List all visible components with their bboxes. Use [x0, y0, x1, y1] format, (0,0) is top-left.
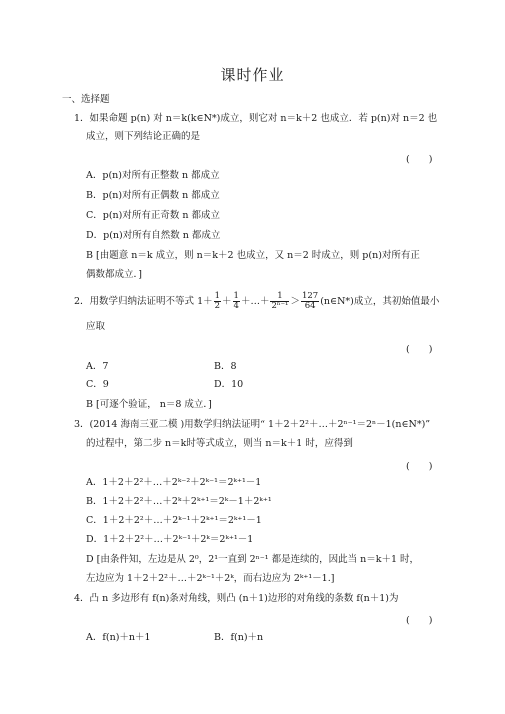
q3-answer-paren: ( ) — [406, 461, 433, 472]
q3-option-c: C．1＋2＋2²＋…＋2ᵏ⁻¹＋2ᵏ⁺¹＝2ᵏ⁺¹－1 — [86, 515, 262, 526]
q1-answer-paren: ( ) — [406, 154, 433, 165]
q1-option-a: A．p(n)对所有正整数 n 都成立 — [86, 170, 220, 181]
q3-option-a: A．1＋2＋2²＋…＋2ᵏ⁻²＋2ᵏ⁻¹＝2ᵏ⁺¹－1 — [86, 477, 262, 488]
fraction-1-2 — [214, 292, 221, 311]
q2-option-a: A．7 — [86, 361, 109, 372]
q2-option-b: B．8 — [214, 361, 237, 372]
q1-option-d: D．p(n)对所有自然数 n 都成立 — [86, 230, 221, 241]
fraction-numerator: 127 — [301, 291, 319, 301]
q2-suffix: (n∈N*)成立，其初始值最小 — [320, 296, 440, 307]
q1-stem-line1: 1．如果命题 p(n) 对 n＝k(k∈N*)成立，则它对 n＝k＋2 也成立．若 p(n)对 n＝2 也 — [74, 113, 438, 124]
q3-option-d: D．1＋2＋2²＋…＋2ᵏ⁻¹＋2ᵏ＝2ᵏ⁺¹－1 — [86, 534, 254, 545]
q3-stem-line1: 3．(2014 海南三亚二模 )用数学归纳法证明“ 1＋2＋2²＋…＋2ⁿ⁻¹＝2ⁿ－1(n∈N*)” — [74, 419, 431, 430]
plus-sign: ＋ — [222, 296, 232, 307]
q1-solution-line2: 偶数都成立．] — [86, 269, 142, 280]
q3-stem-line2: 的过程中，第二步 n＝k时等式成立，则当 n＝k＋1 时，应得到 — [86, 438, 353, 449]
fraction-denominator: 64 — [304, 301, 316, 311]
fraction-127-64 — [301, 292, 319, 311]
q1-option-c: C．p(n)对所有正奇数 n 都成立 — [86, 210, 221, 221]
page-title: 课时作业 — [220, 66, 285, 84]
q4-stem-line1: 4．凸 n 多边形有 f(n)条对角线，则凸 (n＋1)边形的对角线的条数 f(n＋1)为 — [74, 593, 399, 604]
q3-option-b: B．1＋2＋2²＋…＋2ᵏ＋2ᵏ⁺¹＝2ᵏ－1＋2ᵏ⁺¹ — [86, 496, 272, 507]
q2-option-d: D．10 — [214, 379, 244, 390]
q2-stem-line1 — [74, 291, 439, 313]
fraction-denominator: 2 — [214, 301, 221, 311]
q1-option-b: B．p(n)对所有正偶数 n 都成立 — [86, 190, 220, 201]
q4-answer-paren: ( ) — [406, 615, 433, 626]
q4-option-a: A．f(n)＋n＋1 — [86, 632, 151, 643]
q2-option-c: C．9 — [86, 379, 109, 390]
fraction-denominator: 2ⁿ⁻¹ — [271, 301, 289, 311]
q4-option-b: B．f(n)＋n — [214, 632, 264, 643]
greater-than-sign: ＞ — [290, 296, 300, 307]
q1-stem-line2: 成立，则下列结论正确的是 — [86, 131, 201, 142]
fraction-numerator: 1 — [270, 292, 289, 302]
q3-solution-line2: 左边应为 1＋2＋2²＋…＋2ᵏ⁻¹＋2ᵏ，而右边应为 2ᵏ⁺¹－1.] — [86, 573, 335, 584]
section-heading: 一、选择题 — [62, 94, 110, 105]
fraction-1-4 — [233, 292, 240, 311]
q3-solution-line1: D [由条件知，左边是从 2⁰，2¹一直到 2ⁿ⁻¹ 都是连续的，因此当 n＝k＋1 时， — [86, 554, 420, 565]
q2-prefix: 2．用数学归纳法证明不等式 1＋ — [74, 296, 213, 307]
q2-solution: B [可逐个验证， n＝8 成立．] — [86, 399, 212, 410]
fraction-1-2n — [270, 292, 289, 311]
q1-solution-line1: B [由题意 n＝k 成立，则 n＝k＋2 也成立，又 n＝2 时成立，则 p(n)对所有正 — [86, 250, 420, 261]
fraction-numerator: 1 — [214, 291, 221, 301]
q2-stem-line2: 应取 — [86, 321, 106, 332]
ellipsis-sum: ＋…＋ — [240, 296, 270, 307]
fraction-denominator: 4 — [233, 301, 239, 311]
q2-answer-paren: ( ) — [406, 344, 433, 355]
fraction-numerator: 1 — [233, 291, 239, 301]
